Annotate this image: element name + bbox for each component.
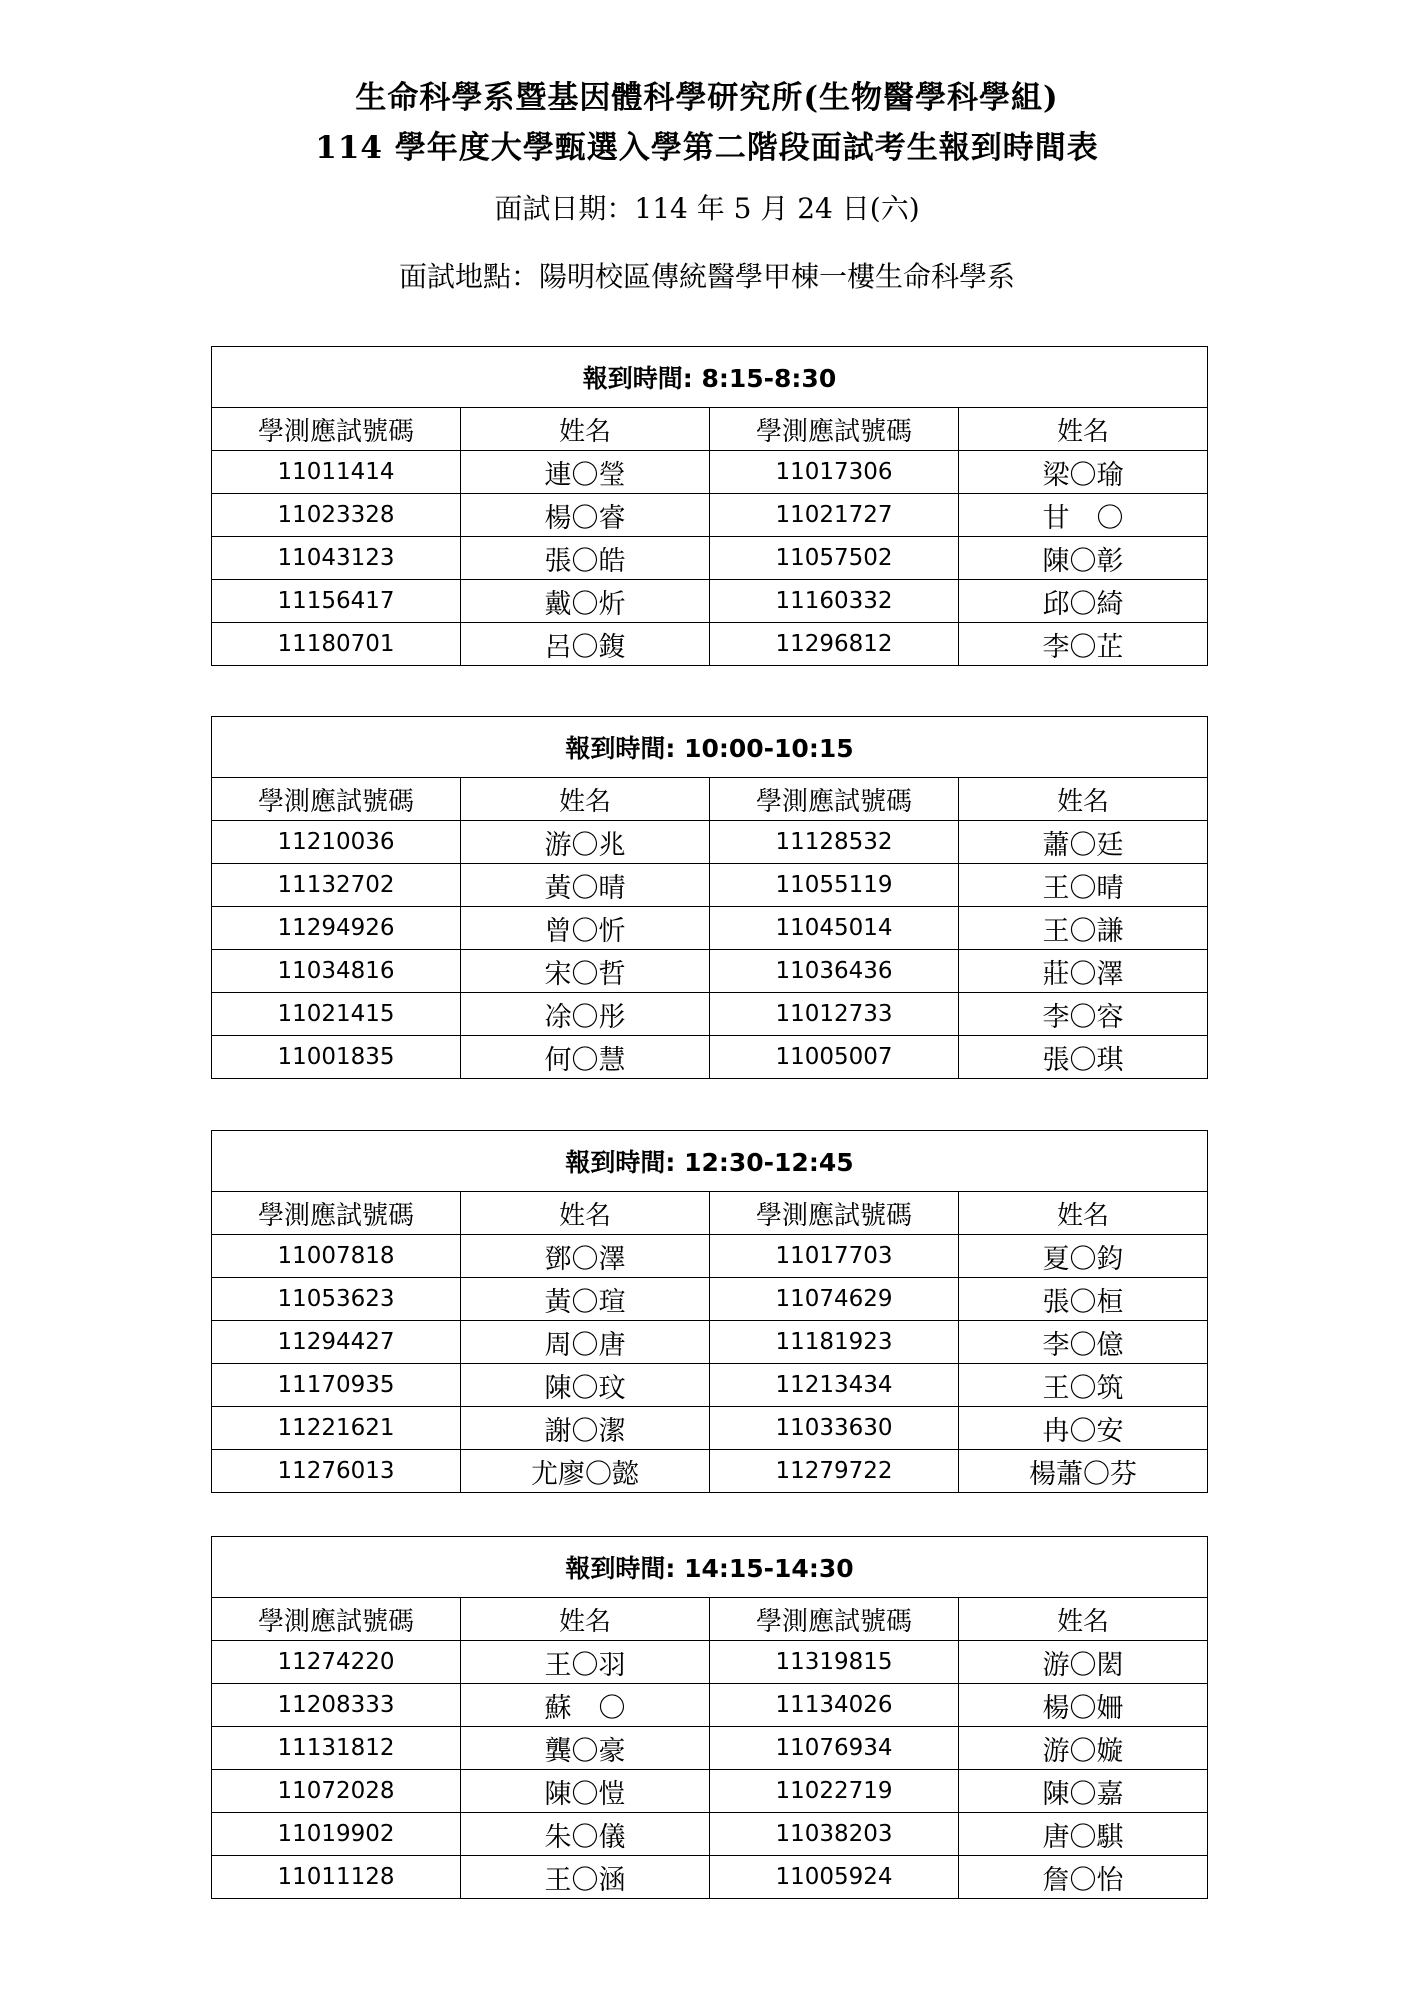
table-row bbox=[212, 1364, 1208, 1407]
session-time: 報到時間: 14:15-14:30 bbox=[212, 1537, 1208, 1598]
student-name: 楊〇姍 bbox=[959, 1684, 1208, 1727]
student-name: 鄧〇澤 bbox=[461, 1235, 710, 1278]
exam-number: 11053623 bbox=[212, 1278, 461, 1321]
column-header-row bbox=[212, 408, 1208, 451]
exam-number: 11276013 bbox=[212, 1450, 461, 1493]
exam-number: 11007818 bbox=[212, 1235, 461, 1278]
column-header-row bbox=[212, 778, 1208, 821]
table-row bbox=[212, 1856, 1208, 1899]
exam-number: 11038203 bbox=[710, 1813, 959, 1856]
table-row bbox=[212, 494, 1208, 537]
student-name: 楊蕭〇芬 bbox=[959, 1450, 1208, 1493]
session-time: 報到時間: 10:00-10:15 bbox=[212, 717, 1208, 778]
table-row bbox=[212, 1321, 1208, 1364]
table-row bbox=[212, 1407, 1208, 1450]
exam-number: 11055119 bbox=[710, 864, 959, 907]
student-name: 李〇容 bbox=[959, 993, 1208, 1036]
student-name: 宋〇哲 bbox=[461, 950, 710, 993]
student-name: 呂〇鍑 bbox=[461, 623, 710, 666]
student-name: 凃〇彤 bbox=[461, 993, 710, 1036]
column-header-name: 姓名 bbox=[959, 1598, 1208, 1641]
student-name: 何〇慧 bbox=[461, 1036, 710, 1079]
table-row bbox=[212, 950, 1208, 993]
table-row bbox=[212, 451, 1208, 494]
student-name: 李〇芷 bbox=[959, 623, 1208, 666]
exam-number: 11221621 bbox=[212, 1407, 461, 1450]
column-header-row bbox=[212, 1192, 1208, 1235]
exam-number: 11132702 bbox=[212, 864, 461, 907]
table-row bbox=[212, 821, 1208, 864]
student-name: 張〇琪 bbox=[959, 1036, 1208, 1079]
exam-number: 11294427 bbox=[212, 1321, 461, 1364]
table-row bbox=[212, 537, 1208, 580]
table-row bbox=[212, 864, 1208, 907]
student-name: 邱〇綺 bbox=[959, 580, 1208, 623]
column-header-name: 姓名 bbox=[461, 1598, 710, 1641]
student-name: 楊〇睿 bbox=[461, 494, 710, 537]
exam-number: 11181923 bbox=[710, 1321, 959, 1364]
exam-number: 11319815 bbox=[710, 1641, 959, 1684]
column-header-name: 姓名 bbox=[959, 778, 1208, 821]
exam-number: 11134026 bbox=[710, 1684, 959, 1727]
table-row bbox=[212, 1278, 1208, 1321]
session-table bbox=[211, 1536, 1208, 1899]
session-block bbox=[211, 1130, 1208, 1493]
table-row bbox=[212, 1036, 1208, 1079]
column-header-name: 姓名 bbox=[959, 408, 1208, 451]
student-name: 周〇唐 bbox=[461, 1321, 710, 1364]
table-row bbox=[212, 1727, 1208, 1770]
session-table bbox=[211, 716, 1208, 1079]
exam-number: 11274220 bbox=[212, 1641, 461, 1684]
table-row bbox=[212, 907, 1208, 950]
exam-number: 11208333 bbox=[212, 1684, 461, 1727]
column-header-name: 姓名 bbox=[461, 1192, 710, 1235]
table-row bbox=[212, 993, 1208, 1036]
column-header-name: 姓名 bbox=[959, 1192, 1208, 1235]
exam-number: 11023328 bbox=[212, 494, 461, 537]
exam-number: 11022719 bbox=[710, 1770, 959, 1813]
column-header-id: 學測應試號碼 bbox=[710, 408, 959, 451]
student-name: 王〇涵 bbox=[461, 1856, 710, 1899]
exam-number: 11017703 bbox=[710, 1235, 959, 1278]
exam-number: 11005007 bbox=[710, 1036, 959, 1079]
exam-number: 11160332 bbox=[710, 580, 959, 623]
exam-number: 11019902 bbox=[212, 1813, 461, 1856]
student-name: 冉〇安 bbox=[959, 1407, 1208, 1450]
exam-number: 11296812 bbox=[710, 623, 959, 666]
interview-date: 面試日期：114 年 5 月 24 日(六) bbox=[494, 192, 920, 225]
column-header-id: 學測應試號碼 bbox=[710, 778, 959, 821]
document-title: 生命科學系暨基因體科學研究所(生物醫學科學組) bbox=[355, 80, 1059, 116]
interview-location: 面試地點：陽明校區傳統醫學甲棟一樓生命科學系 bbox=[398, 260, 1015, 293]
student-name: 連〇瑩 bbox=[461, 451, 710, 494]
student-name: 蘇 〇 bbox=[461, 1684, 710, 1727]
table-row bbox=[212, 1450, 1208, 1493]
exam-number: 11131812 bbox=[212, 1727, 461, 1770]
student-name: 甘 〇 bbox=[959, 494, 1208, 537]
student-name: 黃〇晴 bbox=[461, 864, 710, 907]
column-header-row bbox=[212, 1598, 1208, 1641]
session-block bbox=[211, 1536, 1208, 1899]
exam-number: 11001835 bbox=[212, 1036, 461, 1079]
exam-number: 11021415 bbox=[212, 993, 461, 1036]
student-name: 詹〇怡 bbox=[959, 1856, 1208, 1899]
exam-number: 11017306 bbox=[710, 451, 959, 494]
student-name: 戴〇炘 bbox=[461, 580, 710, 623]
student-name: 夏〇鈞 bbox=[959, 1235, 1208, 1278]
student-name: 張〇皓 bbox=[461, 537, 710, 580]
exam-number: 11210036 bbox=[212, 821, 461, 864]
exam-number: 11021727 bbox=[710, 494, 959, 537]
student-name: 王〇晴 bbox=[959, 864, 1208, 907]
exam-number: 11294926 bbox=[212, 907, 461, 950]
table-row bbox=[212, 1813, 1208, 1856]
table-row bbox=[212, 580, 1208, 623]
column-header-id: 學測應試號碼 bbox=[710, 1192, 959, 1235]
exam-number: 11170935 bbox=[212, 1364, 461, 1407]
student-name: 陳〇彰 bbox=[959, 537, 1208, 580]
column-header-id: 學測應試號碼 bbox=[212, 1598, 461, 1641]
exam-number: 11034816 bbox=[212, 950, 461, 993]
table-row bbox=[212, 623, 1208, 666]
student-name: 陳〇愷 bbox=[461, 1770, 710, 1813]
exam-number: 11033630 bbox=[710, 1407, 959, 1450]
student-name: 陳〇玟 bbox=[461, 1364, 710, 1407]
column-header-name: 姓名 bbox=[461, 408, 710, 451]
student-name: 王〇筑 bbox=[959, 1364, 1208, 1407]
exam-number: 11213434 bbox=[710, 1364, 959, 1407]
table-row bbox=[212, 1770, 1208, 1813]
table-row bbox=[212, 1235, 1208, 1278]
document-subtitle: 114 學年度大學甄選入學第二階段面試考生報到時間表 bbox=[315, 130, 1099, 166]
student-name: 尤廖〇懿 bbox=[461, 1450, 710, 1493]
student-name: 唐〇騏 bbox=[959, 1813, 1208, 1856]
exam-number: 11005924 bbox=[710, 1856, 959, 1899]
exam-number: 11043123 bbox=[212, 537, 461, 580]
student-name: 李〇億 bbox=[959, 1321, 1208, 1364]
exam-number: 11076934 bbox=[710, 1727, 959, 1770]
session-block bbox=[211, 346, 1208, 666]
session-table bbox=[211, 346, 1208, 666]
student-name: 王〇謙 bbox=[959, 907, 1208, 950]
column-header-id: 學測應試號碼 bbox=[212, 408, 461, 451]
table-row bbox=[212, 1684, 1208, 1727]
student-name: 曾〇忻 bbox=[461, 907, 710, 950]
column-header-id: 學測應試號碼 bbox=[212, 1192, 461, 1235]
exam-number: 11128532 bbox=[710, 821, 959, 864]
student-name: 張〇桓 bbox=[959, 1278, 1208, 1321]
exam-number: 11156417 bbox=[212, 580, 461, 623]
student-name: 蕭〇廷 bbox=[959, 821, 1208, 864]
student-name: 龔〇豪 bbox=[461, 1727, 710, 1770]
session-time: 報到時間: 12:30-12:45 bbox=[212, 1131, 1208, 1192]
exam-number: 11036436 bbox=[710, 950, 959, 993]
session-block bbox=[211, 716, 1208, 1079]
table-row bbox=[212, 1641, 1208, 1684]
exam-number: 11011414 bbox=[212, 451, 461, 494]
student-name: 黃〇瑄 bbox=[461, 1278, 710, 1321]
exam-number: 11057502 bbox=[710, 537, 959, 580]
student-name: 謝〇潔 bbox=[461, 1407, 710, 1450]
student-name: 莊〇澤 bbox=[959, 950, 1208, 993]
exam-number: 11012733 bbox=[710, 993, 959, 1036]
student-name: 王〇羽 bbox=[461, 1641, 710, 1684]
student-name: 陳〇嘉 bbox=[959, 1770, 1208, 1813]
exam-number: 11180701 bbox=[212, 623, 461, 666]
exam-number: 11074629 bbox=[710, 1278, 959, 1321]
student-name: 游〇嫙 bbox=[959, 1727, 1208, 1770]
student-name: 梁〇瑜 bbox=[959, 451, 1208, 494]
session-table bbox=[211, 1130, 1208, 1493]
column-header-id: 學測應試號碼 bbox=[212, 778, 461, 821]
exam-number: 11072028 bbox=[212, 1770, 461, 1813]
column-header-name: 姓名 bbox=[461, 778, 710, 821]
exam-number: 11011128 bbox=[212, 1856, 461, 1899]
student-name: 朱〇儀 bbox=[461, 1813, 710, 1856]
session-time: 報到時間: 8:15-8:30 bbox=[212, 347, 1208, 408]
exam-number: 11045014 bbox=[710, 907, 959, 950]
column-header-id: 學測應試號碼 bbox=[710, 1598, 959, 1641]
student-name: 游〇閎 bbox=[959, 1641, 1208, 1684]
exam-number: 11279722 bbox=[710, 1450, 959, 1493]
student-name: 游〇兆 bbox=[461, 821, 710, 864]
